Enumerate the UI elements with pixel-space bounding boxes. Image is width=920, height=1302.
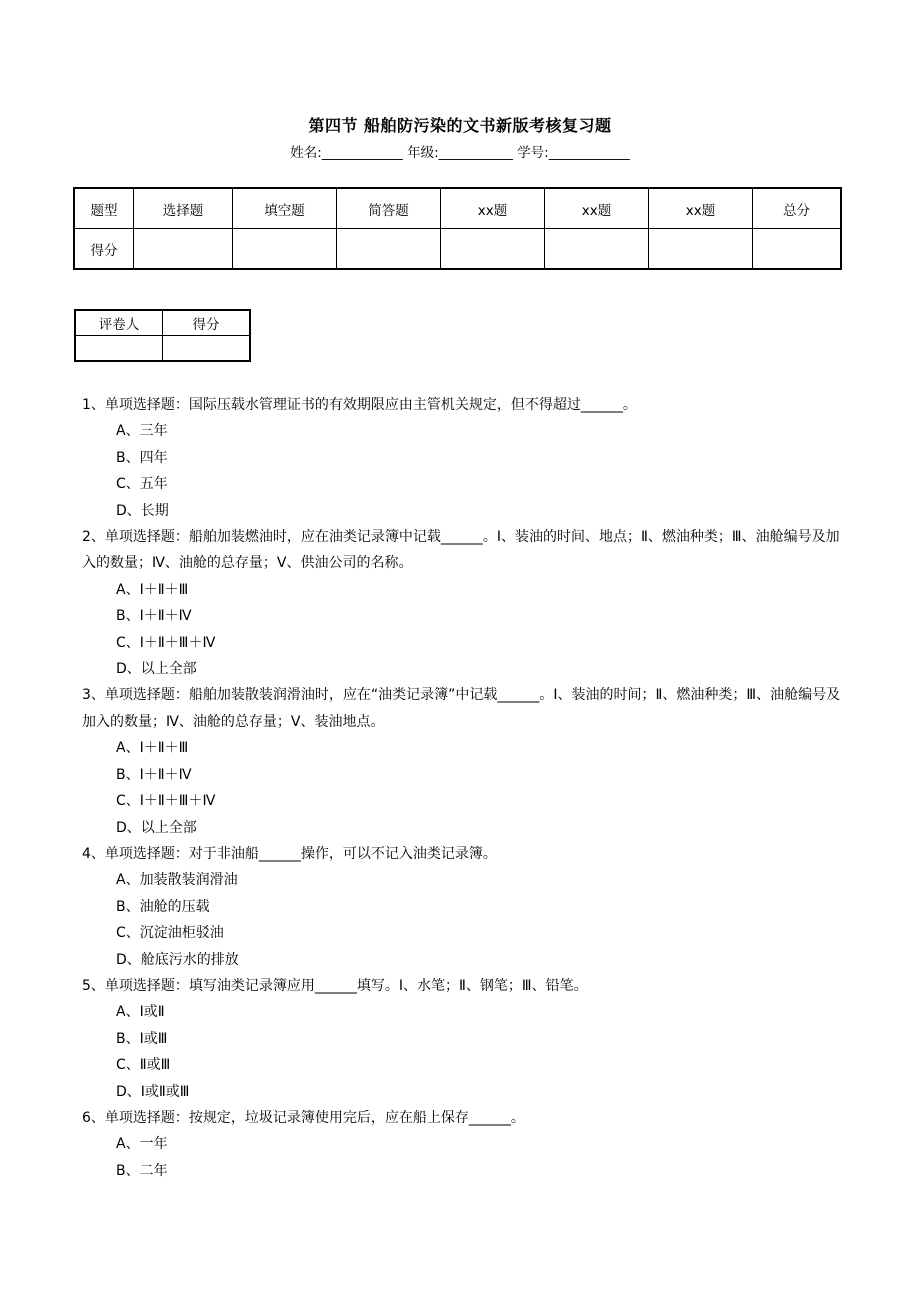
question-option: C、五年	[116, 476, 168, 493]
grader-header-cell: 得分	[163, 310, 251, 336]
question-block	[82, 682, 842, 840]
question-option: D、以上全部	[116, 661, 197, 678]
score-cell	[337, 229, 441, 270]
question-option: D、以上全部	[116, 819, 197, 836]
question-option: C、Ⅱ或Ⅲ	[116, 1057, 171, 1074]
score-header-cell: 简答题	[337, 188, 441, 229]
score-header-cell: 题型	[74, 188, 134, 229]
question-text: 4、单项选择题：对于非油船______操作，可以不记入油类记录簿。	[82, 845, 497, 862]
question-option: D、长期	[116, 502, 169, 519]
question-block	[82, 973, 842, 1105]
question-option: D、Ⅰ或Ⅱ或Ⅲ	[116, 1083, 190, 1100]
score-cell	[545, 229, 649, 270]
question-option: B、二年	[116, 1162, 168, 1179]
question-option: B、四年	[116, 449, 168, 466]
score-header-cell: 选择题	[134, 188, 233, 229]
question-option: A、Ⅰ＋Ⅱ＋Ⅲ	[116, 581, 189, 598]
question-option: C、沉淀油柜驳油	[116, 925, 224, 942]
question-option: B、Ⅰ＋Ⅱ＋Ⅳ	[116, 608, 192, 625]
question-option: B、Ⅰ或Ⅲ	[116, 1030, 168, 1047]
question-block	[82, 841, 842, 973]
grader-table-blank-row	[75, 336, 250, 362]
score-header-cell: xx题	[441, 188, 545, 229]
question-list	[82, 392, 842, 1184]
question-block	[82, 392, 842, 524]
student-info-line: 姓名:____________ 年级:___________ 学号:____________	[290, 145, 630, 161]
score-header-cell: xx题	[649, 188, 753, 229]
question-text: 1、单项选择题：国际压载水管理证书的有效期限应由主管机关规定，但不得超过______。	[82, 397, 637, 413]
score-cell	[753, 229, 842, 270]
score-table-score-row	[74, 229, 841, 270]
question-text: 2、单项选择题：船舶加装燃油时，应在油类记录簿中记载______。Ⅰ、装油的时间、地点；Ⅱ、燃油种类；Ⅲ、油舱编号及加入的数量；Ⅳ、油舱的总存量；Ⅴ、供油公司的名称。	[82, 529, 840, 572]
question-option: A、三年	[116, 423, 168, 440]
question-option: C、Ⅰ＋Ⅱ＋Ⅲ＋Ⅳ	[116, 793, 216, 810]
question-option: A、一年	[116, 1136, 168, 1153]
grader-table	[74, 309, 251, 362]
question-option: C、Ⅰ＋Ⅱ＋Ⅲ＋Ⅳ	[116, 634, 216, 651]
grader-header-cell: 评卷人	[75, 310, 163, 336]
question-option: D、舱底污水的排放	[116, 951, 239, 968]
score-row-label: 得分	[74, 229, 134, 270]
score-header-cell: xx题	[545, 188, 649, 229]
grader-cell	[75, 336, 163, 362]
question-option: B、Ⅰ＋Ⅱ＋Ⅳ	[116, 766, 192, 783]
score-header-cell: 总分	[753, 188, 842, 229]
question-text: 3、单项选择题：船舶加装散装润滑油时，应在“油类记录簿”中记载______。Ⅰ、装油的时间；Ⅱ、燃油种类；Ⅲ、油舱编号及加入的数量；Ⅳ、油舱的总存量；Ⅴ、装油地点。	[82, 687, 841, 730]
grader-cell	[163, 336, 251, 362]
score-header-cell: 填空题	[233, 188, 337, 229]
question-option: A、Ⅰ或Ⅱ	[116, 1004, 165, 1021]
score-cell	[233, 229, 337, 270]
score-table	[73, 187, 842, 270]
question-text: 6、单项选择题：按规定，垃圾记录簿使用完后，应在船上保存______。	[82, 1109, 525, 1126]
question-option: A、加装散装润滑油	[116, 872, 238, 889]
question-block	[82, 524, 842, 682]
score-cell	[441, 229, 545, 270]
score-table-header-row	[74, 188, 841, 229]
score-cell	[649, 229, 753, 270]
question-option: A、Ⅰ＋Ⅱ＋Ⅲ	[116, 740, 189, 757]
page-title: 第四节 船舶防污染的文书新版考核复习题	[308, 116, 612, 135]
question-text: 5、单项选择题：填写油类记录簿应用______填写。Ⅰ、水笔；Ⅱ、钢笔；Ⅲ、铅笔。	[82, 977, 588, 994]
grader-table-header-row	[75, 310, 250, 336]
question-block	[82, 1105, 842, 1184]
score-cell	[134, 229, 233, 270]
question-option: B、油舱的压载	[116, 898, 210, 915]
